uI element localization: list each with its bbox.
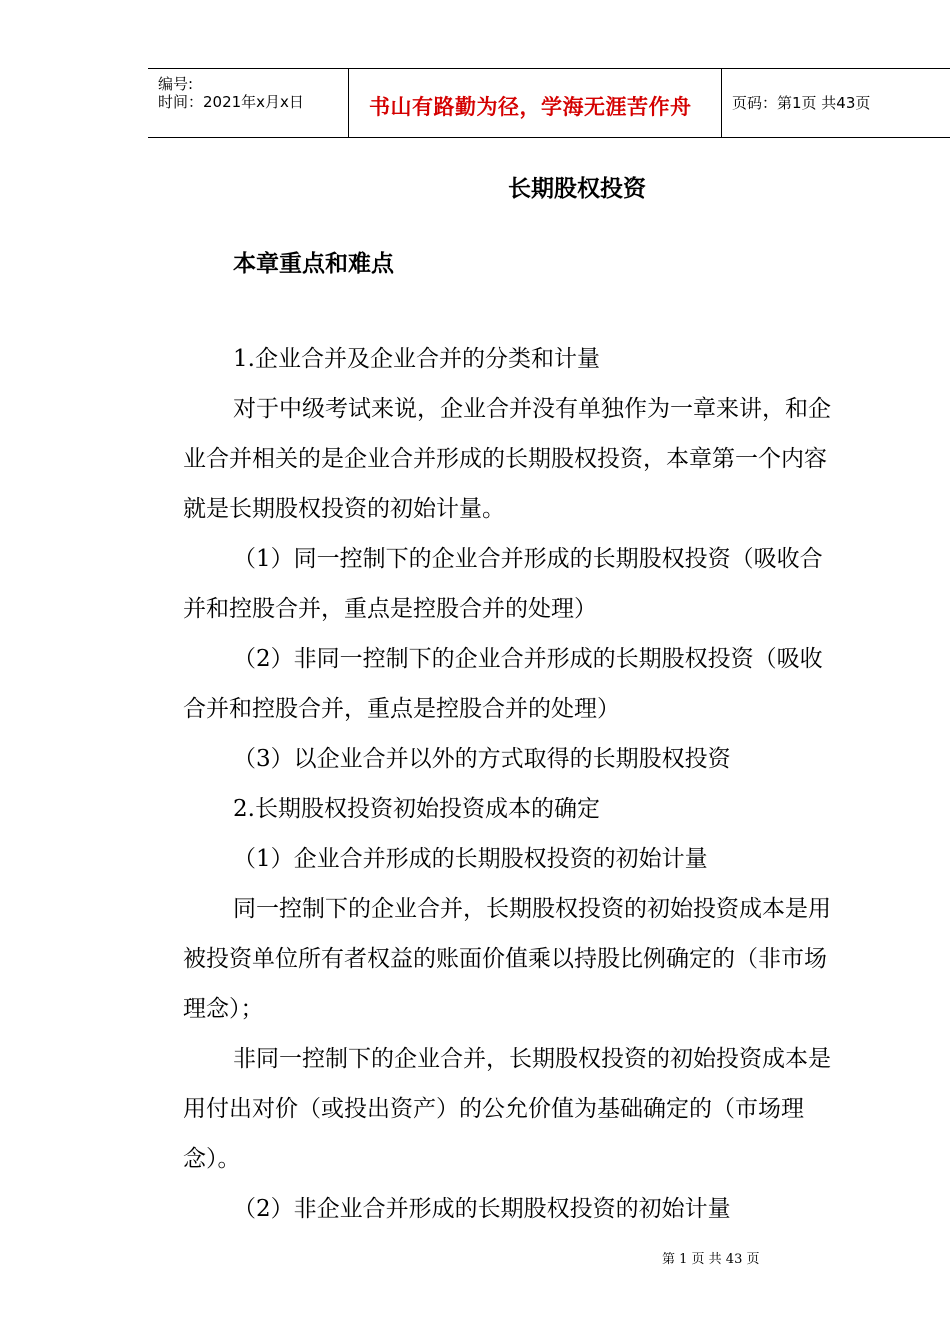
body-line: 就是长期股权投资的初始计量。	[183, 496, 505, 522]
date-label: 时间：2021年x月x日	[158, 93, 304, 111]
header-page-info: 页码：第1页 共43页	[732, 94, 871, 112]
header-motto-cell	[349, 69, 722, 137]
body-line: 用付出对价（或投出资产）的公允价值为基础确定的（市场理	[183, 1096, 804, 1122]
body-line: 同一控制下的企业合并，长期股权投资的初始投资成本是用	[233, 896, 831, 922]
body-line: （2）非同一控制下的企业合并形成的长期股权投资（吸收	[233, 646, 823, 672]
body-line: 2.长期股权投资初始投资成本的确定	[233, 796, 600, 822]
body-line: 被投资单位所有者权益的账面价值乘以持股比例确定的（非市场	[183, 946, 827, 972]
body-line: 并和控股合并，重点是控股合并的处理）	[183, 596, 597, 622]
body-line: 对于中级考试来说，企业合并没有单独作为一章来讲，和企	[233, 396, 831, 422]
body-line: （3）以企业合并以外的方式取得的长期股权投资	[233, 746, 731, 772]
page-header	[148, 68, 950, 138]
serial-number-label: 编号:	[158, 75, 194, 93]
body-line: （2）非企业合并形成的长期股权投资的初始计量	[233, 1196, 731, 1222]
header-page-cell	[722, 69, 950, 137]
body-line: 业合并相关的是企业合并形成的长期股权投资，本章第一个内容	[183, 446, 827, 472]
header-meta-cell	[148, 69, 349, 137]
body-line: 非同一控制下的企业合并，长期股权投资的初始投资成本是	[233, 1046, 831, 1072]
body-line: （1）同一控制下的企业合并形成的长期股权投资（吸收合	[233, 546, 823, 572]
body-line: 合并和控股合并，重点是控股合并的处理）	[183, 696, 620, 722]
section-heading: 本章重点和难点	[233, 251, 394, 277]
body-line: 念）。	[183, 1146, 241, 1172]
body-line: 理念）；	[183, 996, 264, 1022]
body-line: （1）企业合并形成的长期股权投资的初始计量	[233, 846, 708, 872]
document-title: 长期股权投资	[508, 176, 646, 202]
page-footer: 第 1 页 共 43 页	[662, 1252, 760, 1267]
body-line: 1.企业合并及企业合并的分类和计量	[233, 346, 600, 372]
header-motto: 书山有路勤为径，学海无涯苦作舟	[369, 95, 692, 119]
